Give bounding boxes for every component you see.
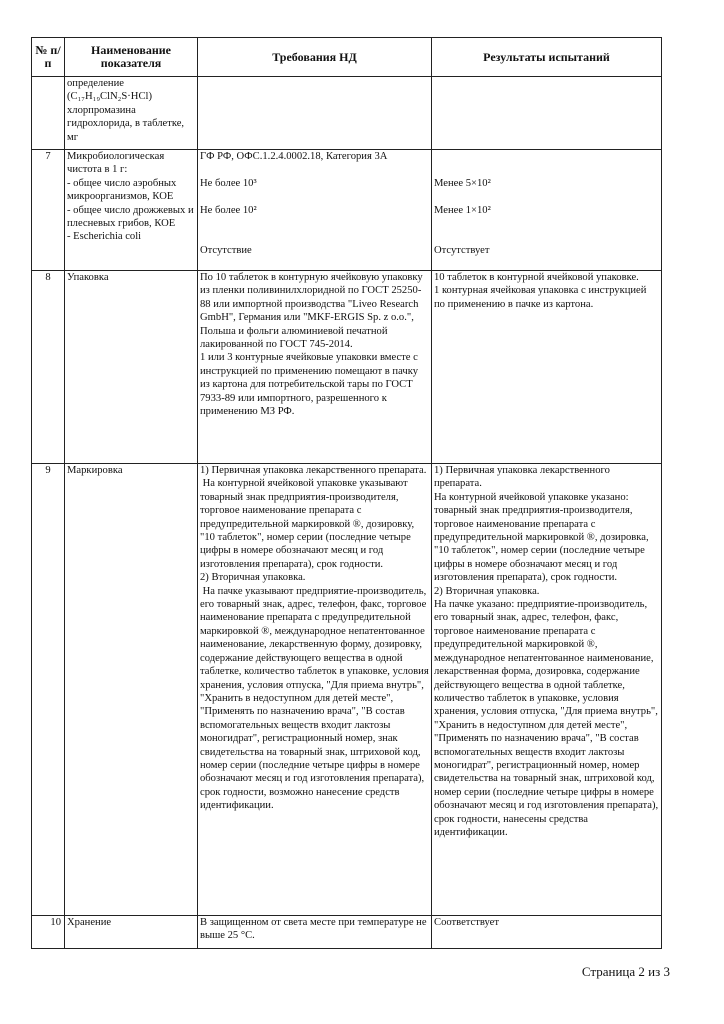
- name-line: - общее число аэробных микроорганизмов, КОЕ: [67, 177, 179, 203]
- requirement-line: ГФ РФ, ОФС.1.2.4.0002.18, Категория 3А: [200, 151, 388, 162]
- row-requirement: В защищенном от света месте при температуре не выше 25 °С.: [198, 916, 432, 949]
- table-row: [32, 77, 662, 150]
- row-indicator-name: определение (C₁₇H₁₉ClN₂S·HCl) хлорпромазина гидрохлорида, в таблетке, мг: [65, 77, 198, 150]
- header-requirements: Требования НД: [198, 38, 432, 77]
- row-number: 9: [32, 464, 65, 916]
- name-line: Микробиологическая чистота в 1 г:: [67, 151, 167, 176]
- row-indicator-name: [65, 150, 198, 271]
- row-result: [432, 150, 662, 271]
- row-result: Соответствует: [432, 916, 662, 949]
- header-results: Результаты испытаний: [432, 38, 662, 77]
- result-line: На контурной ячейковой упаковке указано: товарный знак предприятия-производителя, торговое наименование препарата с предупредительной маркировкой ®, дозировка, "10 таблеток", номер серии (последние четыре цифры в номере обозначают месяц и год изготовления препарата), срок годности.: [434, 491, 652, 584]
- requirement-line: 1 или 3 контурные ячейковые упаковки вместе с инструкцией по применению помещают в пачку из картона для потребительской тары по ГОСТ 7933-89 или импортного, разрешенного к применению МЗ РФ.: [200, 352, 421, 418]
- result-line: 1 контурная ячейковая упаковка с инструкцией по применению в пачке из картона.: [434, 285, 650, 310]
- header-indicator-name: Наименование показателя: [65, 38, 198, 77]
- requirement-line: На контурной ячейковой упаковке указывают товарный знак предприятия-производителя, торговое наименование препарата с предупредительной маркировкой ®, дозировку, "10 таблеток", номер серии (последние четыре цифры в номере обозначают месяц и год изготовления препарата), срок годности.: [200, 478, 417, 570]
- name-line: - Escherichia coli: [67, 231, 142, 243]
- row-indicator-name: Упаковка: [65, 271, 198, 464]
- row-requirement: [198, 271, 432, 464]
- row-number: 8: [32, 271, 65, 464]
- table-row: [32, 271, 662, 464]
- requirement-line: Отсутствие: [200, 244, 252, 256]
- requirement-line: Не более 10³: [200, 177, 257, 189]
- table-row: [32, 464, 662, 916]
- row-number: [32, 77, 65, 150]
- row-indicator-name: Маркировка: [65, 464, 198, 916]
- header-number: № п/п: [32, 38, 65, 77]
- table-header-row: [32, 38, 662, 77]
- row-requirement: [198, 150, 432, 271]
- result-line: Менее 1×10²: [434, 204, 491, 216]
- result-line: На пачке указано: предприятие-производитель, его товарный знак, адрес, телефон, факс, торговое наименование препарата с предупредительной маркировкой ®, международное непатентованное наименование, лекарственная форма, дозировка, содержание действующего вещества в одной таблетке, количество таблеток в упаковке, условия хранения, условия отпуска, "Для приема внутрь", "Хранить в недоступном для детей месте", "Применять по назначению врача", "В состав вспомогательных веществ входит лактозы моногидрат", регистрационный номер, номер свидетельства на товарный знак, штриховой код, номер серии (последние четыре цифры в номере обозначают месяц и год изготовления препарата), срок годности, нанесены средства идентификации.: [434, 599, 661, 838]
- result-line: Менее 5×10²: [434, 177, 491, 189]
- table-row: [32, 150, 662, 271]
- row-result: [432, 77, 662, 150]
- row-number: 10: [32, 916, 65, 949]
- row-indicator-name: Хранение: [65, 916, 198, 949]
- row-result: [432, 271, 662, 464]
- name-line: - общее число дрожжевых и плесневых грибов, КОЕ: [67, 204, 197, 230]
- result-line: 1) Первичная упаковка лекарственного препарата.: [434, 465, 613, 490]
- requirement-line: 2) Вторичная упаковка.: [200, 572, 306, 584]
- result-line: Отсутствует: [434, 244, 490, 256]
- table-row: [32, 916, 662, 949]
- page-number: Страница 2 из 3: [581, 964, 670, 979]
- row-requirement: [198, 464, 432, 916]
- requirement-line: Не более 10²: [200, 204, 257, 216]
- requirement-line: На пачке указывают предприятие-производитель, его товарный знак, адрес, телефон, факс, торговое наименование препарата с предупредительной маркировкой ®, международное непатентованное наименование, лекарственную форму, дозировку, содержание действующего вещества в одной таблетке, количество таблеток в упаковке, условия хранения, условия отпуска, "Для приема внутрь", "Хранить в недоступном для детей месте", "Применять по назначению врача", "В состав вспомогательных веществ входит лактозы моногидрат", регистрационный номер, знак свидетельства на товарный знак, штриховой код, номер серии (последние четыре цифры в номере обозначают месяц и год изготовления препарата), срок годности, возможно нанесение средств идентификации.: [200, 585, 432, 812]
- row-result: [432, 464, 662, 916]
- requirement-line: По 10 таблеток в контурную ячейковую упаковку из пленки поливинилхлоридной по ГОСТ 25250-88 или импортной производства "Liveo Research GmbH", Германия или "MKF-ERGIS Sp. z o.o.", Польша и фольги алюминиевой печатной лакированной по ГОСТ 745-2014.: [200, 272, 426, 351]
- specification-table: [31, 37, 662, 949]
- row-requirement: [198, 77, 432, 150]
- requirement-line: 1) Первичная упаковка лекарственного препарата.: [200, 465, 427, 476]
- result-line: 10 таблеток в контурной ячейковой упаковке.: [434, 272, 639, 283]
- row-number: 7: [32, 150, 65, 271]
- result-line: 2) Вторичная упаковка.: [434, 585, 540, 597]
